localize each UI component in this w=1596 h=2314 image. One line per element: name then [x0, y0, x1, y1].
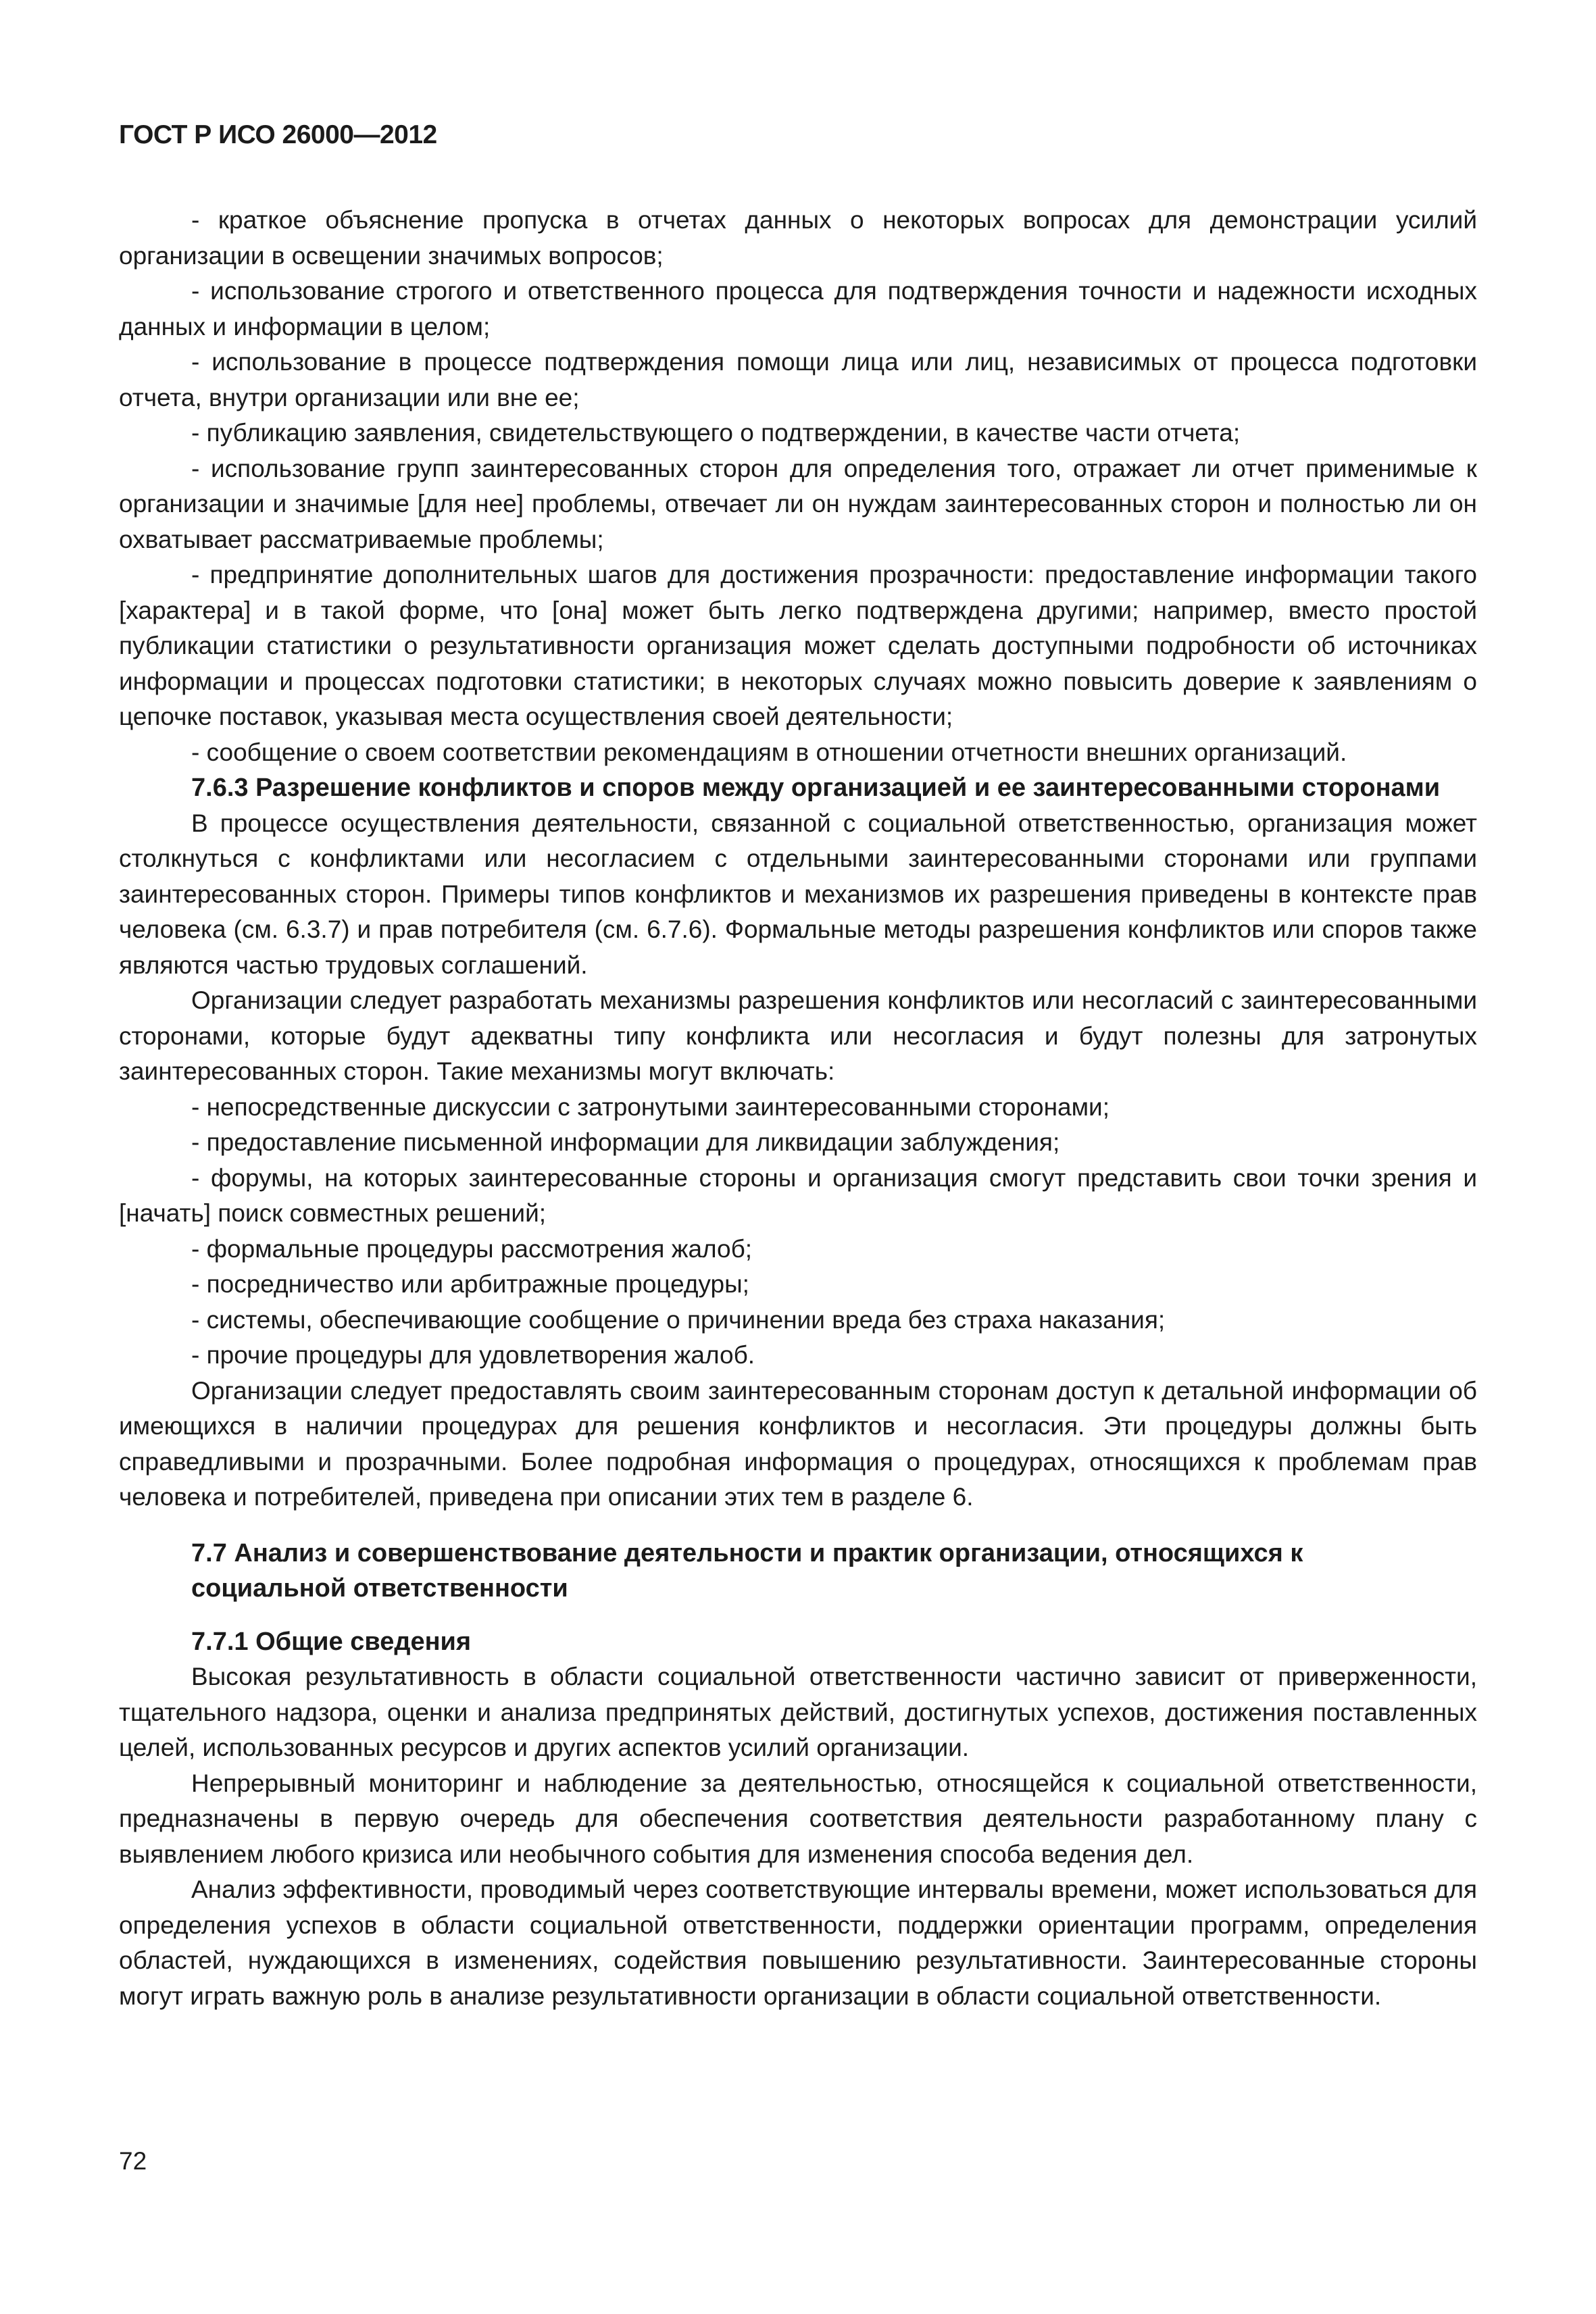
- list-item: - системы, обеспечивающие сообщение о причинении вреда без страха наказания;: [191, 1305, 1166, 1334]
- body-paragraph: Непрерывный мониторинг и наблюдение за деятельностью, относящейся к социальной ответственности, предназначены в первую очередь для обеспечения соответствия деятельности разработанному плану с выявлением любого кризиса или необычного события для изменения способа ведения дел.: [119, 1769, 1477, 1868]
- section-heading-7-7: [119, 1536, 1477, 1607]
- section-heading-7-6-3: 7.6.3 Разрешение конфликтов и споров между организацией и ее заинтересованными сторонами: [191, 774, 1441, 802]
- body-paragraph: В процессе осуществления деятельности, связанной с социальной ответственностью, организация может столкнуться с конфликтами или несогласием с отдельными заинтересованными сторонами или группами заинтересованных сторон. Примеры типов конфликтов и механизмов их разрешения приведены в контексте прав человека (см. 6.3.7) и прав потребителя (см. 6.7.6). Формальные методы разрешения конфликтов или споров также являются частью трудовых соглашений.: [119, 809, 1477, 979]
- list-item: - посредничество или арбитражные процедуры;: [191, 1270, 749, 1298]
- list-item: - форумы, на которых заинтересованные стороны и организация смогут представить свои точки зрения и [начать] поиск совместных решений;: [119, 1163, 1477, 1227]
- list-item: - предоставление письменной информации для ликвидации заблуждения;: [191, 1128, 1060, 1156]
- document-body: [119, 203, 1477, 2014]
- section-heading-7-7-text: 7.7 Анализ и совершенствование деятельности и практик организации, относящихся к социальной ответственности: [191, 1538, 1303, 1603]
- list-item: - использование в процессе подтверждения помощи лица или лиц, независимых от процесса подготовки отчета, внутри организации или вне ее;: [119, 348, 1477, 411]
- list-item: - формальные процедуры рассмотрения жалоб;: [191, 1234, 753, 1263]
- body-paragraph: Организации следует разработать механизмы разрешения конфликтов или несогласий с заинтересованными сторонами, которые будут адекватны типу конфликта или несогласия и будут полезны для затронутых заинтересованных сторон. Такие механизмы могут включать:: [119, 986, 1477, 1085]
- body-paragraph: Анализ эффективности, проводимый через соответствующие интервалы времени, может использоваться для определения успехов в области социальной ответственности, поддержки ориентации программ, определения областей, нуждающихся в изменениях, содействия повышению результативности. Заинтересованные стороны могут играть важную роль в анализе результативности организации в области социальной ответственности.: [119, 1876, 1477, 2010]
- list-item: - сообщение о своем соответствии рекомендациям в отношении отчетности внешних организаций.: [191, 738, 1347, 766]
- list-item: - предпринятие дополнительных шагов для достижения прозрачности: предоставление информации такого [характера] и в такой форме, что [она] может быть легко подтверждена другими; например, вместо простой публикации статистики о результативности организация может сделать доступными подробности об источниках информации и процессах подготовки статистики; в некоторых случаях можно повысить доверие к заявлениям о цепочке поставок, указывая места осуществления своей деятельности;: [119, 561, 1477, 730]
- list-item: - прочие процедуры для удовлетворения жалоб.: [191, 1341, 755, 1369]
- page-number: 72: [119, 2147, 147, 2175]
- list-item: - использование групп заинтересованных сторон для определения того, отражает ли отчет применимые к организации и значимые [для нее] проблемы, отвечает ли он нуждам заинтересованных сторон и полностью ли он охватывает рассматриваемые проблемы;: [119, 454, 1477, 553]
- list-item: - краткое объяснение пропуска в отчетах данных о некоторых вопросах для демонстрации усилий организации в освещении значимых вопросов;: [119, 206, 1477, 270]
- body-paragraph: Высокая результативность в области социальной ответственности частично зависит от приверженности, тщательного надзора, оценки и анализа предпринятых действий, достигнутых успехов, достижения поставленных целей, использованных ресурсов и других аспектов усилий организации.: [119, 1663, 1477, 1761]
- body-paragraph: Организации следует предоставлять своим заинтересованным сторонам доступ к детальной информации об имеющихся в наличии процедурах для решения конфликтов и несогласия. Эти процедуры должны быть справедливыми и прозрачными. Более подробная информация о процедурах, относящихся к проблемам прав человека и потребителей, приведена при описании этих тем в разделе 6.: [119, 1376, 1477, 1511]
- section-heading-7-7-1: 7.7.1 Общие сведения: [191, 1627, 472, 1656]
- list-item: - использование строгого и ответственного процесса для подтверждения точности и надежности исходных данных и информации в целом;: [119, 277, 1477, 341]
- document-header: ГОСТ Р ИСО 26000—2012: [119, 120, 437, 149]
- list-item: - публикацию заявления, свидетельствующего о подтверждении, в качестве части отчета;: [191, 419, 1241, 447]
- list-item: - непосредственные дискуссии с затронутыми заинтересованными сторонами;: [191, 1092, 1109, 1121]
